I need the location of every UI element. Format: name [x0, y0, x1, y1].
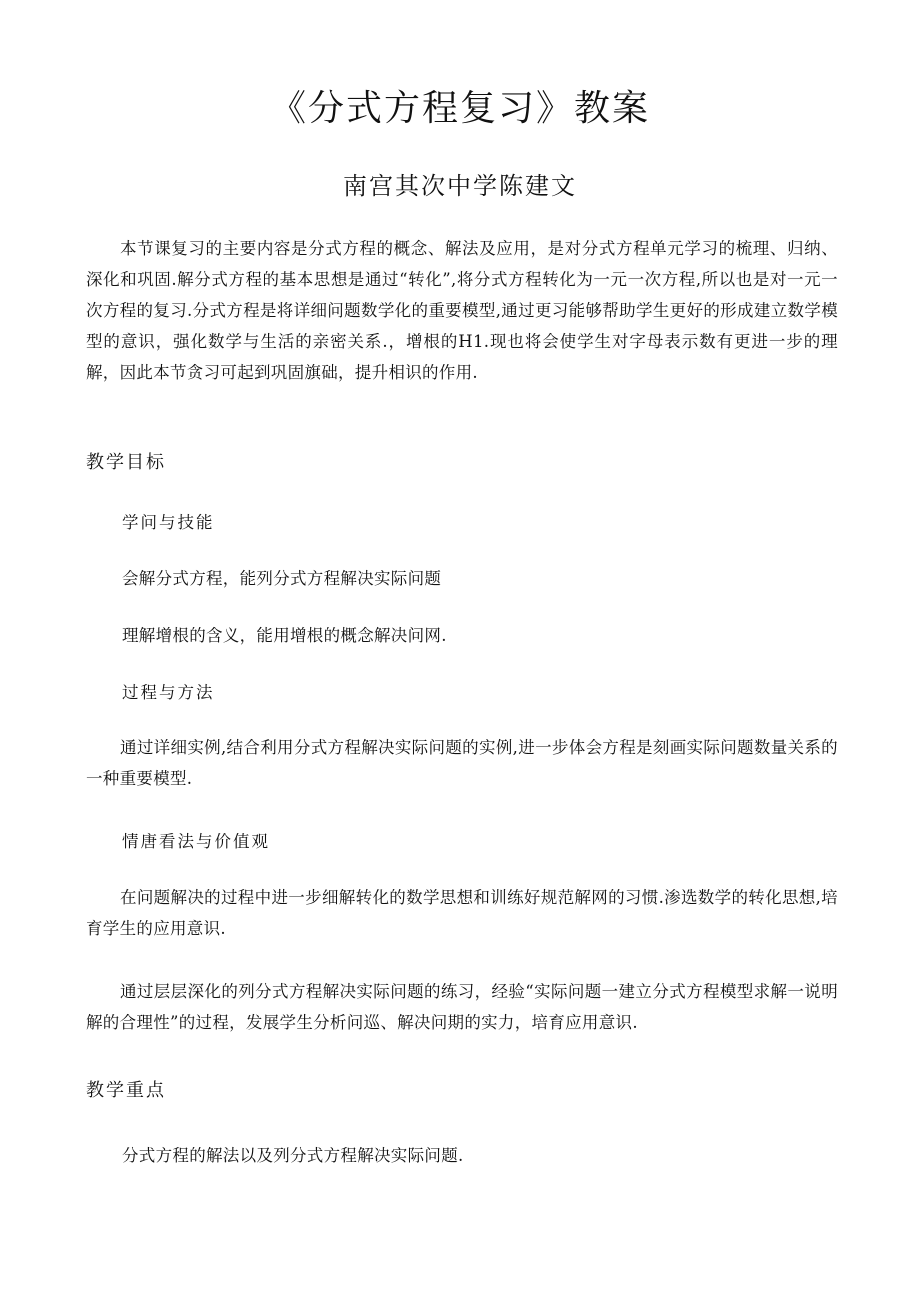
knowledge-skills-heading: 学问与技能: [122, 513, 215, 532]
keypoints-heading: 教学重点: [86, 1080, 166, 1101]
intro-paragraph: 本节课复习的主要内容是分式方程的概念、解法及应用，是对分式方程单元学习的梳理、归纳、深化和巩固.解分式方程的基本思想是通过“转化”,将分式方程转化为一元一次方程,所以也是对一元一次方程的复习.分式方程是将详细问题数学化的重要模型,通过更习能够帮助学生更好的形成建立数学模型的意识，强化数学与生活的亲密关系.，增根的H1.现也将会使学生对字母表示数有更进一步的理解，因此本节贪习可起到巩固旗础，提升相识的作用.: [86, 239, 838, 382]
keypoints-paragraph: 分式方程的解法以及列分式方程解决实际问题.: [122, 1146, 464, 1165]
knowledge-item-1: 会解分式方程，能列分式方程解决实际问题: [122, 569, 442, 588]
objectives-heading: 教学目标: [86, 452, 166, 473]
knowledge-item-2: 理解增根的含义，能用增根的概念解决问网.: [122, 626, 447, 645]
process-paragraph: 通过详细实例,结合利用分式方程解决实际问题的实例,进一步体会方程是刻画实际问题数量关系的一种重要模型.: [86, 738, 838, 788]
emotion-values-heading: 情唐看法与价值观: [122, 832, 270, 851]
author-line: 南宫其次中学陈建文: [343, 172, 577, 200]
emotion-paragraph-1: 在问题解决的过程中进一步细解转化的数学思想和训练好规范解网的习惯.渗选数学的转化思想,培育学生的应用意识.: [86, 888, 838, 938]
emotion-paragraph-2: 通过层层深化的列分式方程解决实际问题的练习，经验“实际问题一建立分式方程模型求解一说明解的合理性”的过程，发展学生分析问巡、解决问期的实力，培育应用意识.: [86, 982, 838, 1032]
process-methods-heading: 过程与方法: [122, 683, 215, 702]
document-title: 《分式方程复习》教案: [269, 88, 650, 129]
